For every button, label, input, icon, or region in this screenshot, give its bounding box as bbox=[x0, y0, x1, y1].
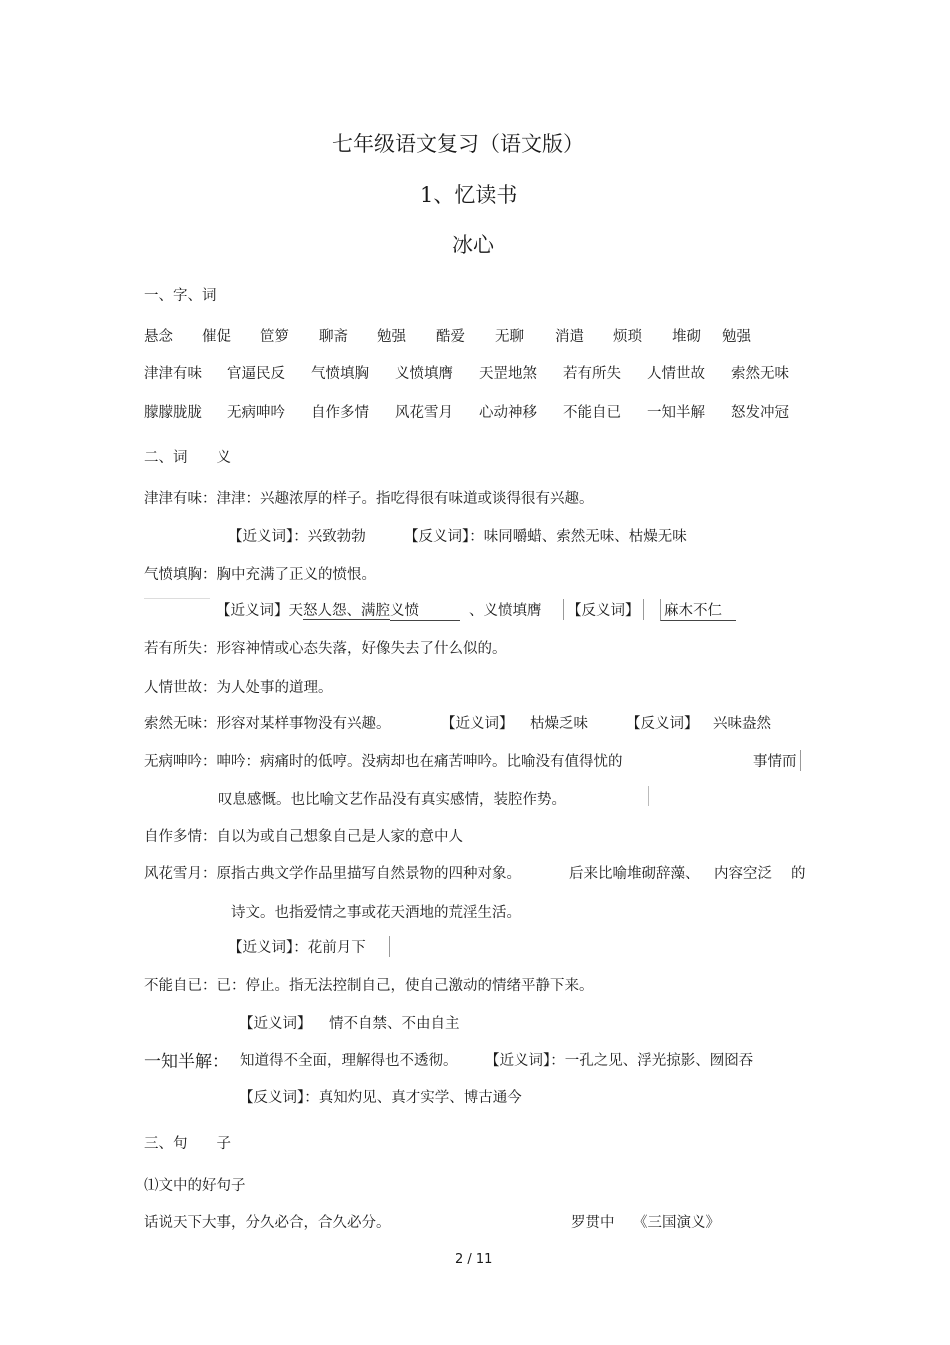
word-item: 索然无味 bbox=[731, 366, 789, 382]
word-item: 催促 bbox=[202, 329, 231, 345]
lesson-title: 1、忆读书 bbox=[420, 183, 518, 207]
word-item: 气愤填胸 bbox=[311, 366, 369, 382]
section-heading-sentences: 三、句 子 bbox=[144, 1136, 231, 1152]
word-item: 自作多情 bbox=[311, 405, 369, 421]
word-item: 消遣 bbox=[555, 329, 584, 345]
definition-fenghua: 风花雪月：原指古典文学作品里描写自然景物的四种对象。 bbox=[144, 866, 521, 882]
subsection-good-sentences: ⑴文中的好句子 bbox=[144, 1178, 246, 1194]
synonym-text-end: 义愤 bbox=[390, 599, 460, 621]
definition-ruoyou: 若有所失：形容神情或心态失落，好像失去了什么似的。 bbox=[144, 641, 507, 657]
definition-renqing: 人情世故：为人处事的道理。 bbox=[144, 680, 333, 696]
antonym-label-qifen: 【反义词】 bbox=[563, 599, 644, 620]
word-item: 烦琐 bbox=[613, 329, 642, 345]
definition-yizhi-word: 一知半解： bbox=[144, 1052, 229, 1072]
synonym-buneng: 情不自禁、不由自主 bbox=[329, 1016, 460, 1032]
synonym-jinjin: 【近义词】：兴致勃勃 bbox=[228, 529, 366, 545]
word-item: 勉强 bbox=[377, 329, 406, 345]
definition-fenghua-cont: 诗文。也指爱情之事或花天酒地的荒淫生活。 bbox=[231, 905, 521, 921]
synonym-text: 怒人怨、满腔 bbox=[303, 603, 390, 619]
section-heading-meanings: 二、词 义 bbox=[144, 450, 231, 466]
page-number: 2 / 11 bbox=[455, 1252, 493, 1267]
word-item: 津津有味 bbox=[144, 366, 202, 382]
antonym-jinjin: 【反义词】：味同嚼蜡、索然无味、枯燥无味 bbox=[404, 529, 687, 545]
word-item: 朦朦胧胧 bbox=[144, 405, 202, 421]
word-item: 义愤填膺 bbox=[395, 366, 453, 382]
section-heading-words: 一、字、词 bbox=[144, 288, 217, 304]
author-name: 冰心 bbox=[452, 233, 494, 257]
divider-line bbox=[144, 598, 210, 599]
antonym-suoran: 兴味盎然 bbox=[713, 716, 771, 732]
synonym-label-buneng: 【近义词】 bbox=[239, 1016, 312, 1032]
word-item: 一知半解 bbox=[647, 405, 705, 421]
word-item: 无病呻吟 bbox=[227, 405, 285, 421]
word-item: 聊斋 bbox=[319, 329, 348, 345]
synonym-qifen-tail: 、义愤填膺 bbox=[469, 603, 542, 619]
antonym-label-suoran: 【反义词】 bbox=[626, 716, 699, 732]
definition-buneng: 不能自已：已：停止。指无法控制自己，使自己激动的情绪平静下来。 bbox=[144, 978, 594, 994]
word-item: 怒发冲冠 bbox=[731, 405, 789, 421]
synonym-suoran: 枯燥乏味 bbox=[530, 716, 588, 732]
synonym-label-suoran: 【近义词】 bbox=[441, 716, 514, 732]
synonym-label: 【近义词】天 bbox=[216, 603, 303, 619]
definition-wubing-cont: 叹息感慨。也比喻文艺作品没有真实感情，装腔作势。 bbox=[218, 792, 566, 808]
definition-jinjin: 津津有味：津津：兴趣浓厚的样子。指吃得很有味道或谈得很有兴趣。 bbox=[144, 491, 594, 507]
definition-zizuo: 自作多情：自以为或自己想象自己是人家的意中人 bbox=[144, 829, 463, 845]
definition-yizhi: 知道得不全面，理解得也不透彻。 bbox=[240, 1053, 458, 1069]
synonym-yizhi: 【近义词】：一孔之见、浮光掠影、囫囵吞 bbox=[485, 1053, 754, 1069]
definition-fenghua-part2: 后来比喻堆砌辞藻、 bbox=[569, 866, 700, 882]
word-item: 堆砌 bbox=[672, 329, 701, 345]
synonym-fenghua: 【近义词】：花前月下 bbox=[228, 936, 390, 957]
synonym-qifen bbox=[216, 599, 460, 621]
word-item: 若有所失 bbox=[563, 366, 621, 382]
definition-suoran: 索然无味：形容对某样事物没有兴趣。 bbox=[144, 716, 391, 732]
word-item: 无聊 bbox=[495, 329, 524, 345]
word-item: 笸箩 bbox=[260, 329, 289, 345]
definition-qifen: 气愤填胸：胸中充满了正义的愤恨。 bbox=[144, 567, 376, 583]
word-item: 官逼民反 bbox=[227, 366, 285, 382]
divider-line bbox=[648, 786, 649, 806]
quote-author: 罗贯中 bbox=[571, 1215, 615, 1231]
word-item: 悬念 bbox=[144, 329, 173, 345]
definition-fenghua-part4: 的 bbox=[791, 866, 806, 882]
word-item: 酷爱 bbox=[436, 329, 465, 345]
definition-wubing-part2: 事情而 bbox=[753, 750, 801, 771]
word-item: 不能自已 bbox=[563, 405, 621, 421]
word-item: 风花雪月 bbox=[395, 405, 453, 421]
quote-sentence: 话说天下大事，分久必合，合久必分。 bbox=[144, 1215, 391, 1231]
word-item: 勉强 bbox=[722, 329, 751, 345]
quote-book: 《三国演义》 bbox=[633, 1215, 720, 1231]
definition-fenghua-part3: 内容空泛 bbox=[714, 866, 772, 882]
antonym-qifen: 麻木不仁 bbox=[660, 599, 736, 621]
page-title: 七年级语文复习（语文版） bbox=[332, 132, 584, 156]
antonym-yizhi: 【反义词】：真知灼见、真才实学、博古通今 bbox=[239, 1090, 522, 1106]
definition-wubing: 无病呻吟：呻吟：病痛时的低哼。没病却也在痛苦呻吟。比喻没有值得忧的 bbox=[144, 754, 623, 770]
word-item: 天罡地煞 bbox=[479, 366, 537, 382]
word-item: 心动神移 bbox=[479, 405, 537, 421]
word-item: 人情世故 bbox=[647, 366, 705, 382]
